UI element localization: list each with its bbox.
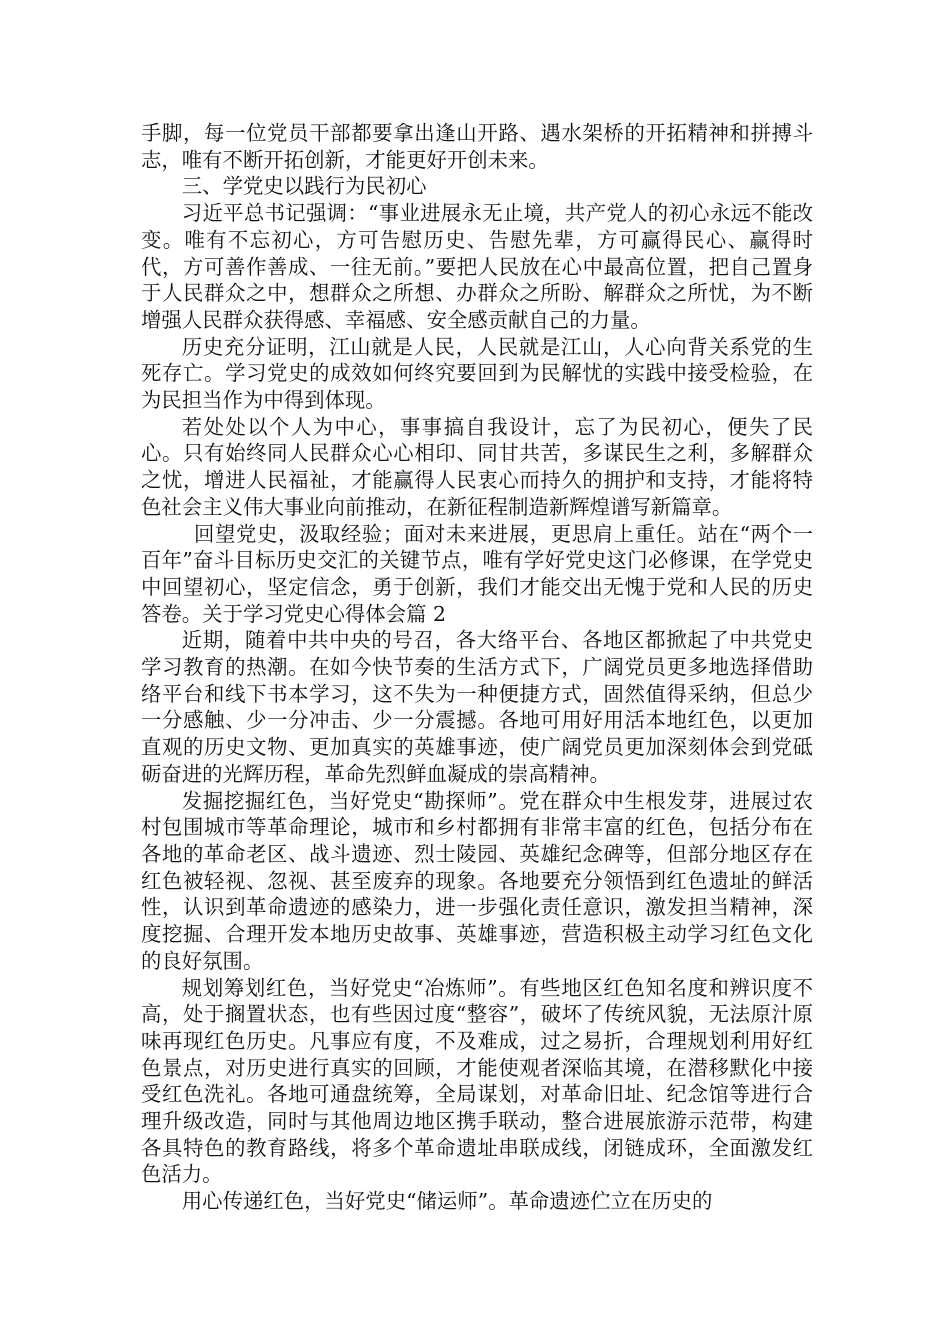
- paragraph-continuation: 手脚，每一位党员干部都要拿出逢山开路、遇水架桥的开拓精神和拼搏斗志，唯有不断开拓创新，才能更好开创未来。: [141, 121, 813, 172]
- paragraph: 回望党史，汲取经验；面对未来进展，更思肩上重任。站在“两个一百年”奋斗目标历史交汇的关键节点，唯有学好党史这门必修课，在学党史中回望初心，坚定信念，勇于创新，我们才能交出无愧于党和人民的历史答卷。关于学习党史心得体会篇 2: [141, 521, 813, 626]
- paragraph: 规划筹划红色，当好党史“冶炼师”。有些地区红色知名度和辨识度不高，处于搁置状态，也有些因过度“整容”，破坏了传统风貌，无法原汁原味再现红色历史。凡事应有度，不及难成，过之易折，合理规划利用好红色景点，对历史进行真实的回顾，才能使观者深临其境，在潜移默化中接受红色洗礼。各地可通盘统筹，全局谋划，对革命旧址、纪念馆等进行合理升级改造，同时与其他周边地区携手联动，整合进展旅游示范带，构建各具特色的教育路线，将多个革命遗址串联成线，闭链成环，全面激发红色活力。: [141, 975, 813, 1187]
- paragraph: 若处处以个人为中心，事事搞自我设计，忘了为民初心，便失了民心。只有始终同人民群众心心相印、同甘共苦，多谋民生之利，多解群众之忧，增进人民福祉，才能赢得人民衷心而持久的拥护和支持，才能将特色社会主义伟大事业向前推动，在新征程制造新辉煌谱写新篇章。: [141, 414, 813, 519]
- paragraph: 发掘挖掘红色，当好党史“勘探师”。党在群众中生根发芽，进展过农村包围城市等革命理论，城市和乡村都拥有非常丰富的红色，包括分布在各地的革命老区、战斗遗迹、烈士陵园、英雄纪念碑等，但部分地区存在红色被轻视、忽视、甚至废弃的现象。各地要充分领悟到红色遗址的鲜活性，认识到革命遗迹的感染力，进一步强化责任意识，激发担当精神，深度挖掘、合理开发本地历史故事、英雄事迹，营造积极主动学习红色文化的良好氛围。: [141, 788, 813, 973]
- paragraph: 习近平总书记强调：“事业进展永无止境，共产党人的初心永远不能改变。唯有不忘初心，方可告慰历史、告慰先辈，方可赢得民心、赢得时代，方可善作善成、一往无前。”要把人民放在心中最高位置，把自己置身于人民群众之中，想群众之所想、办群众之所盼、解群众之所忧，为不断增强人民群众获得感、幸福感、安全感贡献自己的力量。: [141, 201, 813, 332]
- document-page: [141, 120, 813, 1215]
- paragraph: 近期，随着中共中央的号召，各大络平台、各地区都掀起了中共党史学习教育的热潮。在如今快节奏的生活方式下，广阔党员更多地选择借助络平台和线下书本学习，这不失为一种便捷方式，固然值得采纳，但总少一分感触、少一分冲击、少一分震撼。各地可用好用活本地红色，以更加直观的历史文物、更加真实的英雄事迹，使广阔党员更加深刻体会到党砥砺奋进的光辉历程，革命先烈鲜血凝成的崇高精神。: [141, 628, 813, 786]
- section-heading: 三、学党史以践行为民初心: [181, 174, 427, 199]
- paragraph: 历史充分证明，江山就是人民，人民就是江山，人心向背关系党的生死存亡。学习党史的成效如何终究要回到为民解忧的实践中接受检验，在为民担当作为中得到体现。: [141, 334, 813, 413]
- paragraph: 用心传递红色，当好党史“储运师”。革命遗迹伫立在历史的: [181, 1189, 713, 1214]
